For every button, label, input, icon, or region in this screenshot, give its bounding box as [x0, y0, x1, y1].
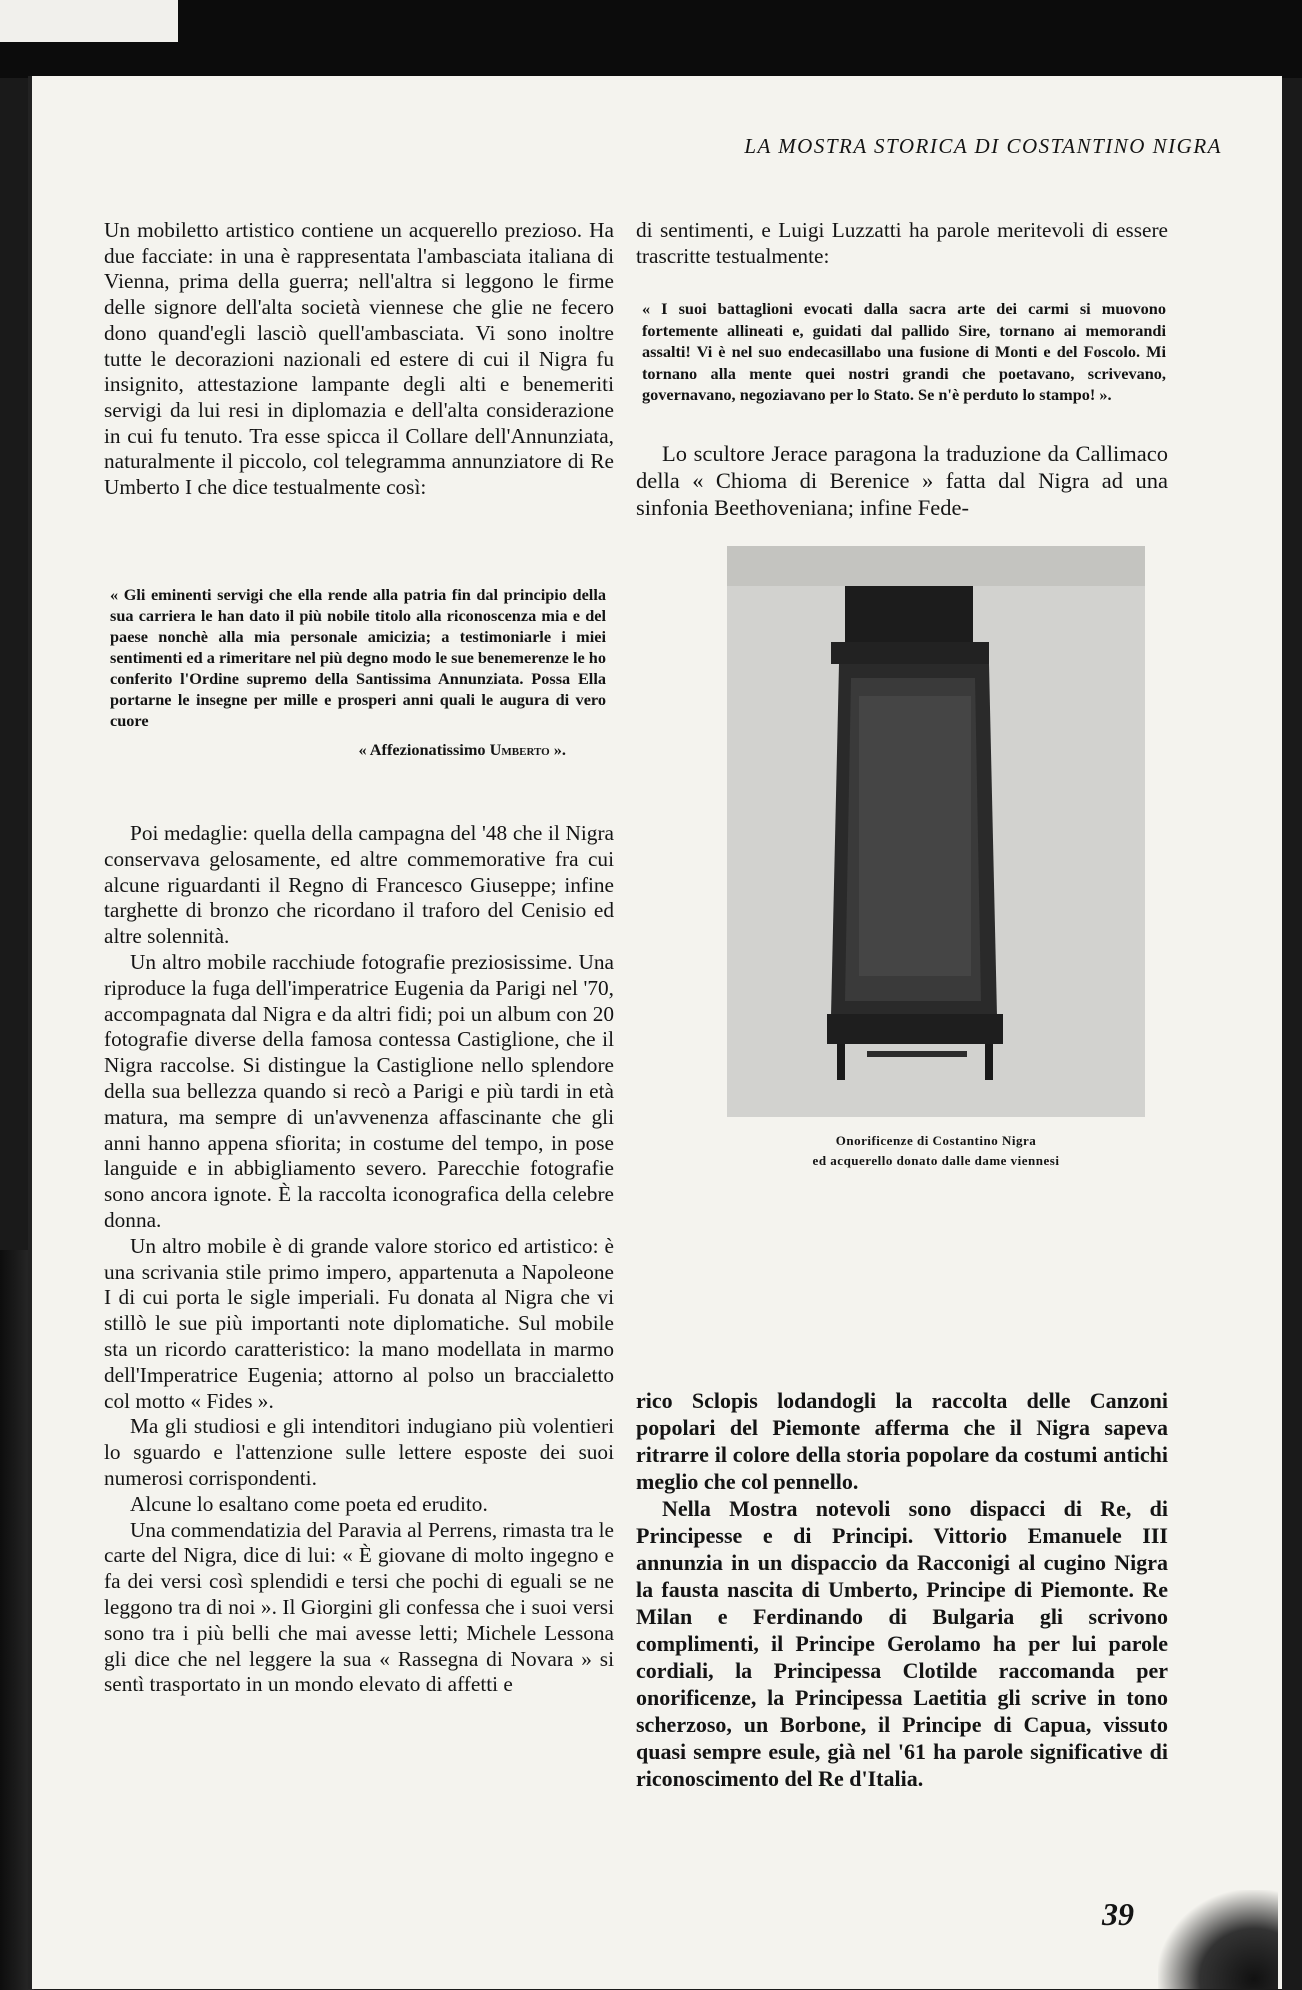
- right-column-intro: [636, 218, 1168, 269]
- scan-corner-shadow: [1158, 1890, 1278, 1989]
- page-number: 39: [1102, 1896, 1134, 1932]
- scan-top-border: [0, 0, 1302, 78]
- body-paragraph: Poi medaglie: quella della campagna del '48 che il Nigra conservava gelosamente, ed altre commemorative fra cui alcune riguardanti il Regno di Francesco Giuseppe; infine targhette di bronzo che ricordano il traforo del Cenisio ed altre solennità.: [104, 821, 614, 949]
- scan-top-notch: [0, 0, 178, 42]
- telegram-quote: [110, 584, 606, 760]
- right-column-mid: [636, 440, 1168, 521]
- telegram-quote-text: « Gli eminenti servigi che ella rende alla patria fin dal principio della sua carriera le han dato il più nobile titolo alla riconoscenza mia e del paese nonchè alla mia personale amicizia; a testimoniarle i miei sentimenti ed a rimeritare nel più degno modo le sue benemerenze le ho conferito l'Ordine supremo della Santissima Annunziata. Possa Ella portarne le insegne per mille e prosperi anni quali le augura di vero cuore: [110, 585, 606, 730]
- intro-paragraph: Un mobiletto artistico contiene un acquerello prezioso. Ha due facciate: in una è rappresentata l'ambasciata italiana di Vienna, prima della guerra; nell'altra si leggono le firme delle signore dell'alta società viennese che glie ne fecero dono quand'egli lasciò quell'ambasciata. Vi sono inoltre tutte le decorazioni nazionali ed estere di cui il Nigra fu insignito, attestazione lampante degli alti e benemeriti servigi da lui resi in diplomazia e dell'alta considerazione in cui fu tenuto. Tra esse spicca il Collare dell'Annunziata, naturalmente il piccolo, col telegramma annunziatore di Re Umberto I che dice testualmente così:: [104, 218, 614, 500]
- signature-suffix: ».: [553, 740, 566, 759]
- right-column-body: [636, 1387, 1168, 1792]
- body-paragraph: Ma gli studiosi e gli intenditori indugiano più volentieri lo sguardo e l'attenzione sulle lettere esposte dei suoi numerosi corrispondenti.: [104, 1414, 614, 1490]
- caption-line-2: ed acquerello donato dalle dame viennesi: [812, 1153, 1060, 1168]
- caption-line-1: Onorificenze di Costantino Nigra: [835, 1133, 1037, 1148]
- jerace-paragraph: Lo scultore Jerace paragona la traduzione da Callimaco della « Chioma di Berenice » fatta dal Nigra ad una sinfonia Beethoveniana; infine Fede-: [636, 441, 1168, 520]
- telegram-signature: [110, 739, 606, 760]
- signature-prefix: « Affezionatissimo: [358, 740, 486, 759]
- luzzatti-quote-text: « I suoi battaglioni evocati dalla sacra arte dei carmi si muovono fortemente allineati e, guidati dal pallido Sire, tornano ai memorandi assalti! Vi è nel suo endecasillabo una fusione di Monti e del Foscolo. Mi tornano alla mente quei nostri grandi che poetavano, scrivevano, governavano, negoziavano per lo Stato. Se n'è perduto lo stampo! ».: [642, 299, 1166, 404]
- left-column-body: [104, 821, 614, 1698]
- body-paragraph: Un altro mobile racchiude fotografie preziosissime. Una riproduce la fuga dell'imperatrice Eugenia da Parigi nel '70, accompagnata dal Nigra e da altri fidi; poi un album con 20 fotografie diverse della famosa contessa Castiglione, che il Nigra raccolse. Si distingue la Castiglione nello splendore della sua bellezza quando si recò a Parigi e più tardi in età matura, ma sempre di un'avvenenza affascinante che gli anni hanno appena sfiorita; in costume del tempo, in pose languide e in abbigliamento severo. Parecchie fotografie sono ancora ignote. È la raccolta iconografica della celebre donna.: [104, 949, 614, 1232]
- body-paragraph: Un altro mobile è di grande valore storico ed artistico: è una scrivania stile primo impero, appartenuta a Napoleone I di cui porta le sigle imperiali. Fu donata al Nigra che vi stillò le sue più importanti note diplomatiche. Sul mobile sta un ricordo caratteristico: la mano modellata in marmo dell'Imperatrice Eugenia; attorno al polso un braccialetto col motto « Fides ».: [104, 1233, 614, 1413]
- running-header: LA MOSTRA STORICA DI COSTANTINO NIGRA: [744, 134, 1222, 158]
- luzzatti-quote: [642, 298, 1166, 406]
- cabinet-photograph: [727, 546, 1145, 1117]
- body-paragraph: Alcune lo esaltano come poeta ed erudito.: [130, 1491, 488, 1516]
- cabinet-illustration: [727, 546, 1145, 1117]
- photo-caption: [716, 1131, 1156, 1171]
- signature-name: Umberto: [489, 740, 550, 759]
- right-body-paragraph: rico Sclopis lodandogli la raccolta delle Canzoni popolari del Piemonte afferma che il Nigra sapeva ritrarre il colore della storia popolare da costumi antichi meglio che col pennello.: [636, 1388, 1168, 1494]
- right-intro-paragraph: di sentimenti, e Luigi Luzzatti ha parole meritevoli di essere trascritte testualmente:: [636, 218, 1168, 268]
- magazine-page: [28, 76, 1282, 1989]
- left-column-intro: [104, 218, 614, 501]
- right-body-paragraph: Nella Mostra notevoli sono dispacci di Re, di Principesse e di Principi. Vittorio Emanuele III annunzia in un dispaccio da Racconigi al cugino Nigra la fausta nascita di Umberto, Principe di Piemonte. Re Milan e Ferdinando di Bulgaria gli scrivono complimenti, il Principe Gerolamo ha per lui parole cordiali, la Principessa Clotilde raccomanda per onorificenze, la Principessa Laetitia gli scrive in tono scherzoso, un Borbone, il Principe di Capua, vissuto quasi sempre esule, già nel '61 ha parole significative di riconoscimento del Re d'Italia.: [636, 1496, 1168, 1791]
- body-paragraph: Una commendatizia del Paravia al Perrens, rimasta tra le carte del Nigra, dice di lui: « È giovane di molto ingegno e fa dei versi così splendidi e tersi che pochi di eguali se ne leggono tra di noi ». Il Giorgini gli confessa che i suoi versi sono tra i più belli che mai avesse letti; Michele Lessona gli dice che nel leggere la sua « Rassegna di Novara » si sentì trasportato in un mondo elevato di affetti e: [104, 1517, 614, 1697]
